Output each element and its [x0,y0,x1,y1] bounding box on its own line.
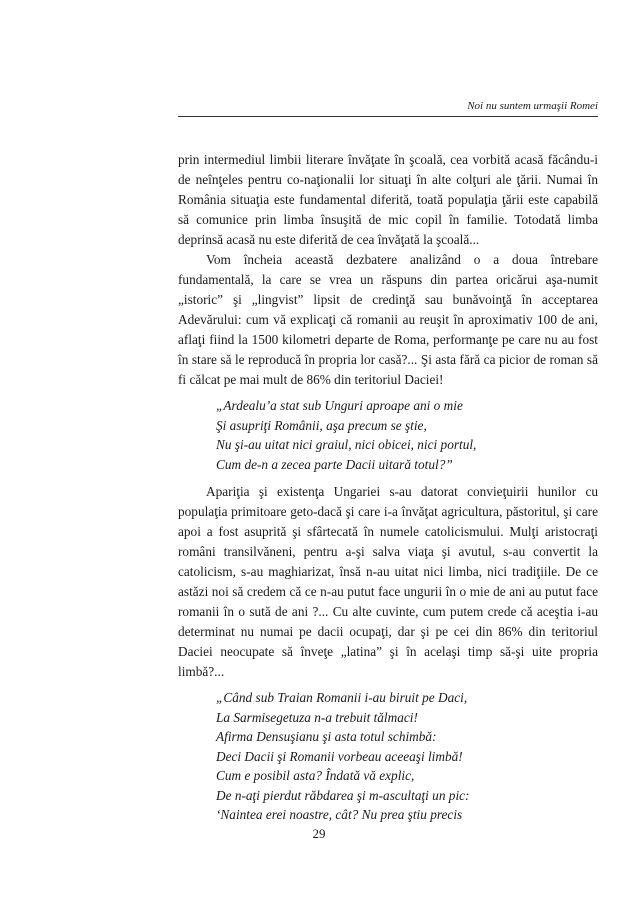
verse-line: De n-aţi pierdut răbdarea şi m-ascultaţi un pic: [216,787,470,803]
page-number: 29 [312,826,326,841]
verse-line: ‘Naintea erei noastre, cât? Nu prea ştiu precis [216,807,463,822]
verse-line: Afirma Densuşianu şi asta totul schimbă: [216,729,437,744]
paragraph-3: Apariţia şi existenţa Ungariei s-au datorat convieţuirii hunilor cu populaţia primitoare geto-dacă şi care i-a învăţat agricultura, păstoritul, şi care apoi a fost asuprită şi sfârtecată în numele catolicismului. Mulţi aristocraţi români transilvăneni, pentru a-şi salva viaţa şi avutul, s-au convertit la catolicism, s-au maghiarizat, însă n-au uitat nici limba, nici tradiţiile. De ce astăzi noi să credem că ce n-au putut face ungurii în o mie de ani au putut face romanii în o sută de ani ?... Cu alte cuvinte, cum putem crede că aceştia i-au determinat nu numai pe dacii ocupaţi, dar şi pe cei din 86% din teritoriul Daciei neocupate să înveţe „latina” şi în acelaşi timp să-şi uite propria limbă?... [178,484,598,679]
header-rule [178,116,598,117]
verse-line: Cum de-n a zecea parte Dacii uitară totul?” [216,456,453,472]
verse-block-1 [216,396,598,474]
verse-line: Nu şi-au uitat nici graiul, nici obicei, nici portul, [216,437,477,452]
paragraph-1: prin intermediul limbii literare învăţate în şcoală, cea vorbită acasă făcându-i de neînţeles pentru co-naţionalii lor situaţi în alte colţuri ale ţării. Numai în România situaţia este fundamental diferită, toată populaţia ţării este capabilă să comunice prin limba însuşită de mic copil în familie. Totodată limba deprinsă acasă nu este diferită de cea învăţată la şcoală... [178,152,598,247]
page-body [178,150,598,833]
paragraph-2: Vom încheia această dezbatere analizând o a doua întrebare fundamentală, la care se vrea un răspuns din partea oricărui aşa-numit „istoric” şi „lingvist” lipsit de credinţă sau bunăvoinţă în acceptarea Adevărului: cum vă explicaţi că romanii au reuşit în aproximativ 100 de ani, aflaţi fiind la 1500 kilometri departe de Roma, performanţe pe care nu au fost în stare să le reproducă în propria lor casă?... Şi asta fără ca picior de roman să fi călcat pe mai mult de 86% din teritoriul Daciei! [178,252,598,387]
running-header-title: Noi nu suntem urmaşii Romei [467,100,598,112]
verse-line: „Când sub Traian Romanii i-au biruit pe Daci, [216,690,468,705]
verse-line: La Sarmisegetuza n-a trebuit tălmaci! [216,709,418,725]
verse-line: Deci Dacii şi Romanii vorbeau aceeaşi limbă! [216,748,463,764]
verse-block-2 [216,688,598,825]
verse-line: „Ardealu’a stat sub Unguri aproape ani o mie [216,398,463,413]
verse-line: Cum e posibil asta? Îndată vă explic, [216,768,415,783]
verse-line: Şi asupriţi Românii, aşa precum se ştie, [216,417,427,433]
